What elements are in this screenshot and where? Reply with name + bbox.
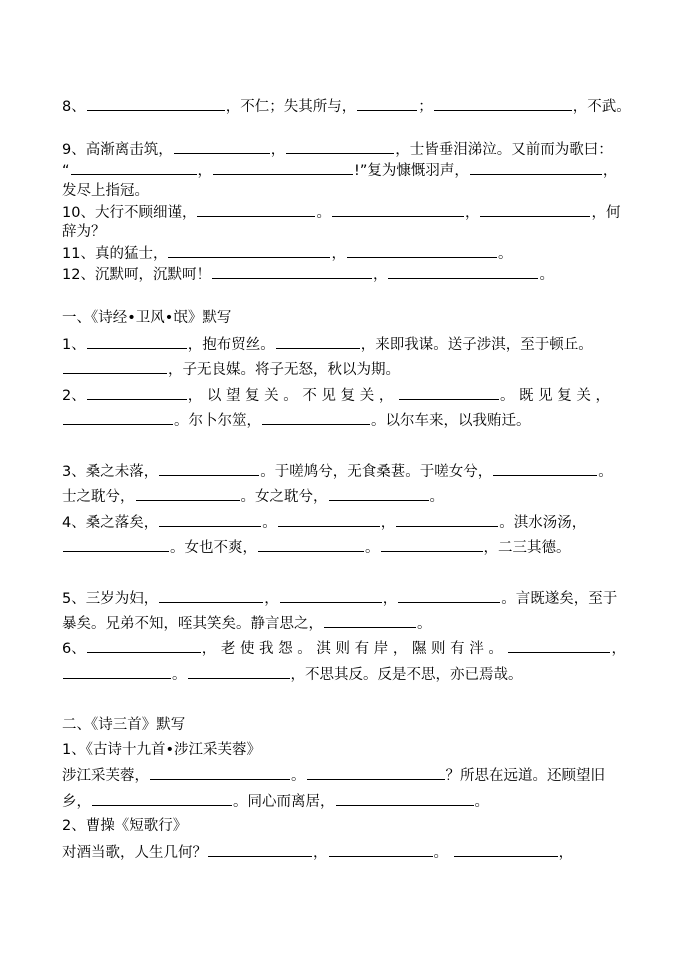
mang-q4-cont bbox=[62, 537, 571, 557]
text-segment: 暴矣。兄弟不知，咥其笑矣。静言思之， bbox=[62, 616, 323, 632]
text-segment: ， bbox=[558, 845, 574, 861]
line-10 bbox=[62, 202, 620, 222]
text-segment: ， bbox=[313, 845, 328, 861]
poem-1-title bbox=[62, 740, 261, 760]
answer-blank[interactable] bbox=[434, 96, 572, 111]
mang-q6-cont bbox=[62, 664, 523, 684]
answer-blank[interactable] bbox=[347, 243, 497, 258]
text-segment: 2、 bbox=[62, 388, 86, 404]
answer-blank[interactable] bbox=[329, 486, 429, 501]
text-segment: 2、曹操《短歌行》 bbox=[62, 818, 188, 834]
text-segment: 。 既 见 复 关 ， bbox=[499, 388, 610, 404]
text-segment: ， 老 使 我 怨 。 淇 则 有 岸 ， 隰 则 有 泮 。 bbox=[201, 641, 508, 657]
answer-blank[interactable] bbox=[159, 512, 261, 527]
answer-blank[interactable] bbox=[332, 202, 464, 217]
line-9-end bbox=[62, 181, 149, 201]
answer-blank[interactable] bbox=[168, 243, 330, 258]
text-segment: 二、《诗三首》默写 bbox=[62, 717, 186, 733]
poem-2-title bbox=[62, 816, 187, 836]
answer-blank[interactable] bbox=[493, 461, 597, 476]
text-segment: 士之耽兮， bbox=[62, 489, 135, 505]
answer-blank[interactable] bbox=[454, 842, 558, 857]
text-segment: 11、真的猛士， bbox=[62, 246, 168, 262]
text-segment: 。 bbox=[172, 667, 187, 683]
answer-blank[interactable] bbox=[286, 139, 394, 154]
answer-blank[interactable] bbox=[159, 461, 259, 476]
text-segment: ，不思其反。反是不思，亦已焉哉。 bbox=[290, 667, 523, 683]
text-segment: 。于嗟鸠兮，无食桑葚。于嗟女兮， bbox=[260, 464, 493, 480]
text-segment: 。 bbox=[497, 246, 513, 262]
answer-blank[interactable] bbox=[381, 537, 483, 552]
text-segment: 。淇水汤汤， bbox=[499, 515, 587, 531]
text-segment: ，士皆垂泪涕泣。又前而为歌曰： bbox=[395, 142, 613, 158]
answer-blank[interactable] bbox=[136, 486, 240, 501]
text-segment: ， bbox=[464, 205, 480, 221]
text-segment: 5、三岁为妇， bbox=[62, 591, 159, 607]
text-segment: 。以尔车来，以我贿迁。 bbox=[371, 413, 531, 429]
line-11 bbox=[62, 243, 512, 263]
mang-q3 bbox=[62, 461, 613, 481]
answer-blank[interactable] bbox=[71, 160, 197, 175]
answer-blank[interactable] bbox=[258, 537, 364, 552]
answer-blank[interactable] bbox=[188, 664, 290, 679]
text-segment: ，不武。 bbox=[572, 99, 631, 115]
answer-blank[interactable] bbox=[399, 385, 499, 400]
text-segment: ，子无良媒。将子无怒，秋以为期。 bbox=[168, 362, 400, 378]
text-segment: 6、 bbox=[62, 641, 86, 657]
text-segment: ，二三其德。 bbox=[483, 540, 571, 556]
answer-blank[interactable] bbox=[262, 410, 370, 425]
text-segment: 。 bbox=[429, 489, 444, 505]
answer-blank[interactable] bbox=[92, 791, 232, 806]
answer-blank[interactable] bbox=[508, 638, 610, 653]
answer-blank[interactable] bbox=[396, 512, 498, 527]
text-segment: 。 bbox=[433, 845, 453, 861]
mang-q1-cont bbox=[62, 359, 400, 379]
answer-blank[interactable] bbox=[357, 96, 417, 111]
mang-q5 bbox=[62, 588, 617, 608]
text-segment: ， bbox=[380, 515, 396, 531]
mang-q2 bbox=[62, 385, 610, 405]
answer-blank[interactable] bbox=[276, 334, 360, 349]
text-segment: ， bbox=[331, 246, 346, 262]
section-heading-three-poems bbox=[62, 715, 185, 735]
answer-blank[interactable] bbox=[278, 512, 380, 527]
answer-blank[interactable] bbox=[208, 842, 312, 857]
text-segment: ， bbox=[611, 641, 626, 657]
line-9-cont bbox=[62, 160, 617, 180]
section-heading-mang bbox=[62, 308, 231, 328]
text-segment: ，不仁；失其所与， bbox=[225, 99, 357, 115]
text-segment: ， bbox=[264, 591, 279, 607]
text-segment: 12、沉默呵，沉默呵！ bbox=[62, 267, 211, 283]
answer-blank[interactable] bbox=[388, 264, 538, 279]
text-segment: ， bbox=[602, 163, 618, 179]
answer-blank[interactable] bbox=[470, 160, 602, 175]
text-segment: ，来即我谋。送子涉淇，至于顿丘。 bbox=[360, 337, 593, 353]
mang-q3-cont bbox=[62, 486, 444, 506]
answer-blank[interactable] bbox=[63, 359, 167, 374]
answer-blank[interactable] bbox=[197, 202, 315, 217]
answer-blank[interactable] bbox=[63, 664, 171, 679]
text-segment: 。同心而离居， bbox=[233, 794, 335, 810]
text-segment: 辞为？ bbox=[62, 224, 106, 240]
text-segment: 8、 bbox=[62, 99, 86, 115]
text-segment: 1、 bbox=[62, 337, 86, 353]
text-segment: 。女之耽兮， bbox=[240, 489, 328, 505]
text-segment: 4、桑之落矣， bbox=[62, 515, 159, 531]
answer-blank[interactable] bbox=[150, 765, 290, 780]
poem-1-line-2 bbox=[62, 791, 489, 811]
text-segment: !”复为慷慨羽声， bbox=[354, 163, 469, 179]
text-segment: 发尽上指冠。 bbox=[62, 183, 149, 199]
text-segment: 乡， bbox=[62, 794, 91, 810]
text-segment: ， bbox=[197, 163, 213, 179]
text-segment: ； bbox=[418, 99, 433, 115]
answer-blank[interactable] bbox=[63, 537, 169, 552]
mang-q6 bbox=[62, 638, 626, 658]
answer-blank[interactable] bbox=[324, 613, 416, 628]
answer-blank[interactable] bbox=[174, 139, 270, 154]
answer-blank[interactable] bbox=[307, 765, 445, 780]
text-segment: 。 bbox=[316, 205, 331, 221]
answer-blank[interactable] bbox=[159, 588, 263, 603]
line-10-end bbox=[62, 222, 106, 242]
text-segment: “ bbox=[62, 163, 70, 179]
text-segment: 。 bbox=[417, 616, 432, 632]
text-segment: 。尔卜尔筮， bbox=[174, 413, 261, 429]
mang-q5-cont bbox=[62, 613, 432, 633]
text-segment: 对酒当歌，人生几何？ bbox=[62, 845, 207, 861]
text-segment: 。言既遂矣，至于 bbox=[501, 591, 618, 607]
text-segment: 。 bbox=[365, 540, 380, 556]
answer-blank[interactable] bbox=[398, 588, 500, 603]
worksheet-page bbox=[62, 0, 638, 972]
text-segment: ， bbox=[372, 267, 388, 283]
line-8 bbox=[62, 96, 631, 116]
text-segment: 涉江采芙蓉， bbox=[62, 768, 149, 784]
text-segment: ，抱布贸丝。 bbox=[187, 337, 275, 353]
mang-q1 bbox=[62, 334, 593, 354]
answer-blank[interactable] bbox=[87, 385, 187, 400]
text-segment: ， 以 望 复 关 。 不 见 复 关 ， bbox=[187, 388, 398, 404]
text-segment: 10、大行不顾细谨， bbox=[62, 205, 197, 221]
text-segment: 3、桑之未落， bbox=[62, 464, 159, 480]
mang-q4 bbox=[62, 512, 586, 532]
answer-blank[interactable] bbox=[280, 588, 382, 603]
text-segment: ？所思在远道。还顾望旧 bbox=[445, 768, 605, 784]
answer-blank[interactable] bbox=[213, 160, 353, 175]
text-segment: 。 bbox=[598, 464, 613, 480]
answer-blank[interactable] bbox=[329, 842, 433, 857]
text-segment: 9、高渐离击筑， bbox=[62, 142, 173, 158]
text-segment: 1、《古诗十九首•涉江采芙蓉》 bbox=[62, 742, 262, 758]
poem-2-line-1 bbox=[62, 842, 573, 862]
answer-blank[interactable] bbox=[480, 202, 590, 217]
text-segment: 。 bbox=[262, 515, 277, 531]
text-segment: ， bbox=[382, 591, 398, 607]
text-segment: 一、《诗经•卫风•氓》默写 bbox=[62, 310, 232, 326]
mang-q2-cont bbox=[62, 410, 531, 430]
text-segment: 。女也不爽， bbox=[170, 540, 257, 556]
answer-blank[interactable] bbox=[212, 264, 372, 279]
answer-blank[interactable] bbox=[87, 638, 201, 653]
text-segment: ， bbox=[270, 142, 286, 158]
answer-blank[interactable] bbox=[87, 96, 225, 111]
answer-blank[interactable] bbox=[87, 334, 187, 349]
answer-blank[interactable] bbox=[336, 791, 474, 806]
text-segment: 。 bbox=[474, 794, 489, 810]
line-12 bbox=[62, 264, 554, 284]
line-9 bbox=[62, 139, 613, 159]
text-segment: ，何 bbox=[591, 205, 621, 221]
poem-1-line-1 bbox=[62, 765, 605, 785]
answer-blank[interactable] bbox=[63, 410, 173, 425]
text-segment: 。 bbox=[539, 267, 554, 283]
text-segment: 。 bbox=[291, 768, 306, 784]
